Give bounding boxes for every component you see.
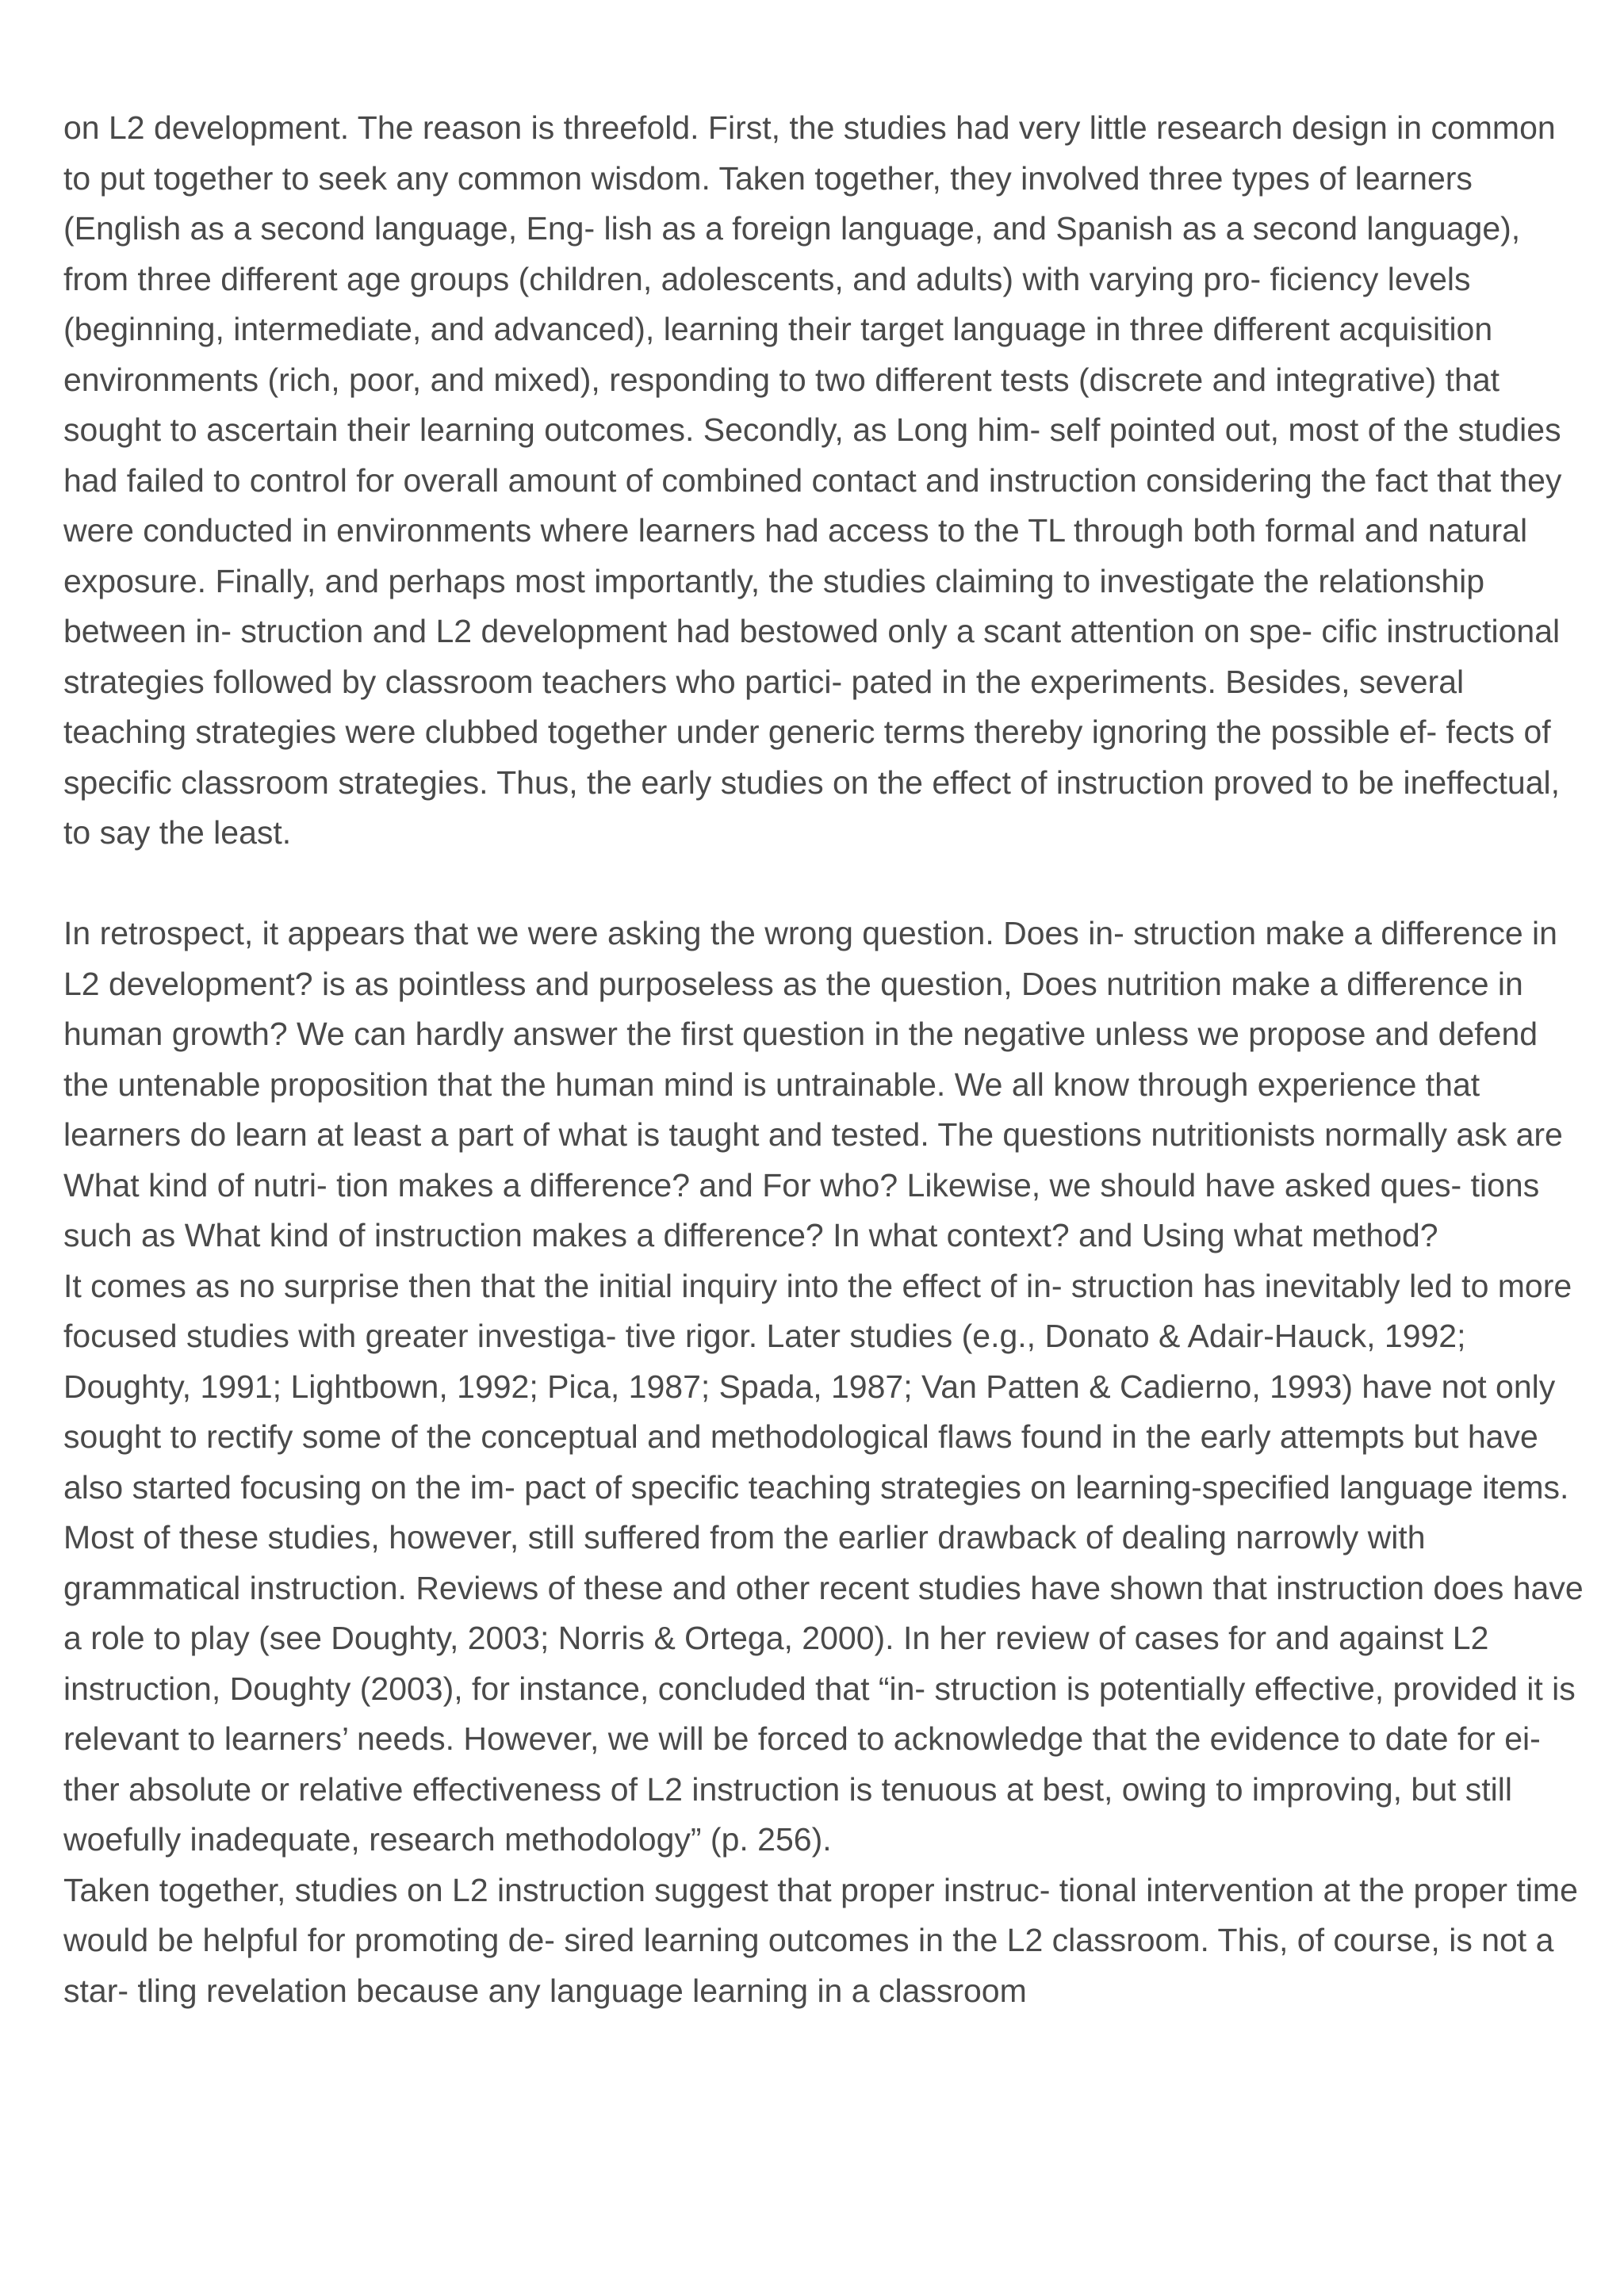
paragraph-2: In retrospect, it appears that we were asking the wrong question. Does in- struction make a difference in L2 development? is as pointless and purposeless as the question, Does nutrition make a difference in human growth? We can hardly answer the first question in the negative unless we propose and defend the untenable proposition that the human mind is untrainable. We all know through experience that learners do learn at least a part of what is taught and tested. The questions nutritionists normally ask are What kind of nutri- tion makes a difference? and For who? Likewise, we should have asked ques- tions such as What kind of instruction makes a difference? In what context? and Using what method? (63, 915, 1563, 1253)
paragraph-3: It comes as no surprise then that the initial inquiry into the effect of in- struction has inevitably led to more focused studies with greater investiga- tive rigor. Later studies (e.g., Donato & Adair-Hauck, 1992; Doughty, 1991; Lightbown, 1992; Pica, 1987; Spada, 1987; Van Patten & Cadierno, 1993) have not only sought to rectify some of the conceptual and methodological flaws found in the early attempts but have also started focusing on the im- pact of specific teaching strategies on learning-specified language items. Most of these studies, however, still suffered from the earlier drawback of dealing narrowly with grammatical instruction. Reviews of these and other recent studies have shown that instruction does have a role to play (see Doughty, 2003; Norris & Ortega, 2000). In her review of cases for and against L2 instruction, Doughty (2003), for instance, concluded that “in- struction is potentially effective, provided it is relevant to learners’ needs. However, we will be forced to acknowledge that the evidence to date for ei- ther absolute or relative effectiveness of L2 instruction is tenuous at best, owing to improving, but still woefully inadequate, research methodology” (p. 256). (63, 1267, 1584, 1858)
document-body (63, 103, 1586, 2016)
paragraph-1: on L2 development. The reason is threefold. First, the studies had very little research design in common to put together to seek any common wisdom. Taken together, they involved three types of learners (English as a second language, Eng- lish as a foreign language, and Spanish as a second language), from three different age groups (children, adolescents, and adults) with varying pro- ficiency levels (beginning, intermediate, and advanced), learning their target language in three different acquisition environments (rich, poor, and mixed), responding to two different tests (discrete and integrative) that sought to ascertain their learning outcomes. Secondly, as Long him- self pointed out, most of the studies had failed to control for overall amount of combined contact and instruction considering the fact that they were conducted in environments where learners had access to the TL through both formal and natural exposure. Finally, and perhaps most importantly, the studies claiming to investigate the relationship between in- struction and L2 development had bestowed only a scant attention on spe- cific instructional strategies followed by classroom teachers who partici- pated in the experiments. Besides, several teaching strategies were clubbed together under generic terms thereby ignoring the possible ef- fects of specific classroom strategies. Thus, the early studies on the effect of instruction proved to be ineffectual, to say the least. (63, 109, 1562, 851)
paragraph-4: Taken together, studies on L2 instruction suggest that proper instruc- tional intervention at the proper time would be helpful for promoting de- sired learning outcomes in the L2 classroom. This, of course, is not a star- tling revelation because any language learning in a classroom (63, 1871, 1578, 2009)
